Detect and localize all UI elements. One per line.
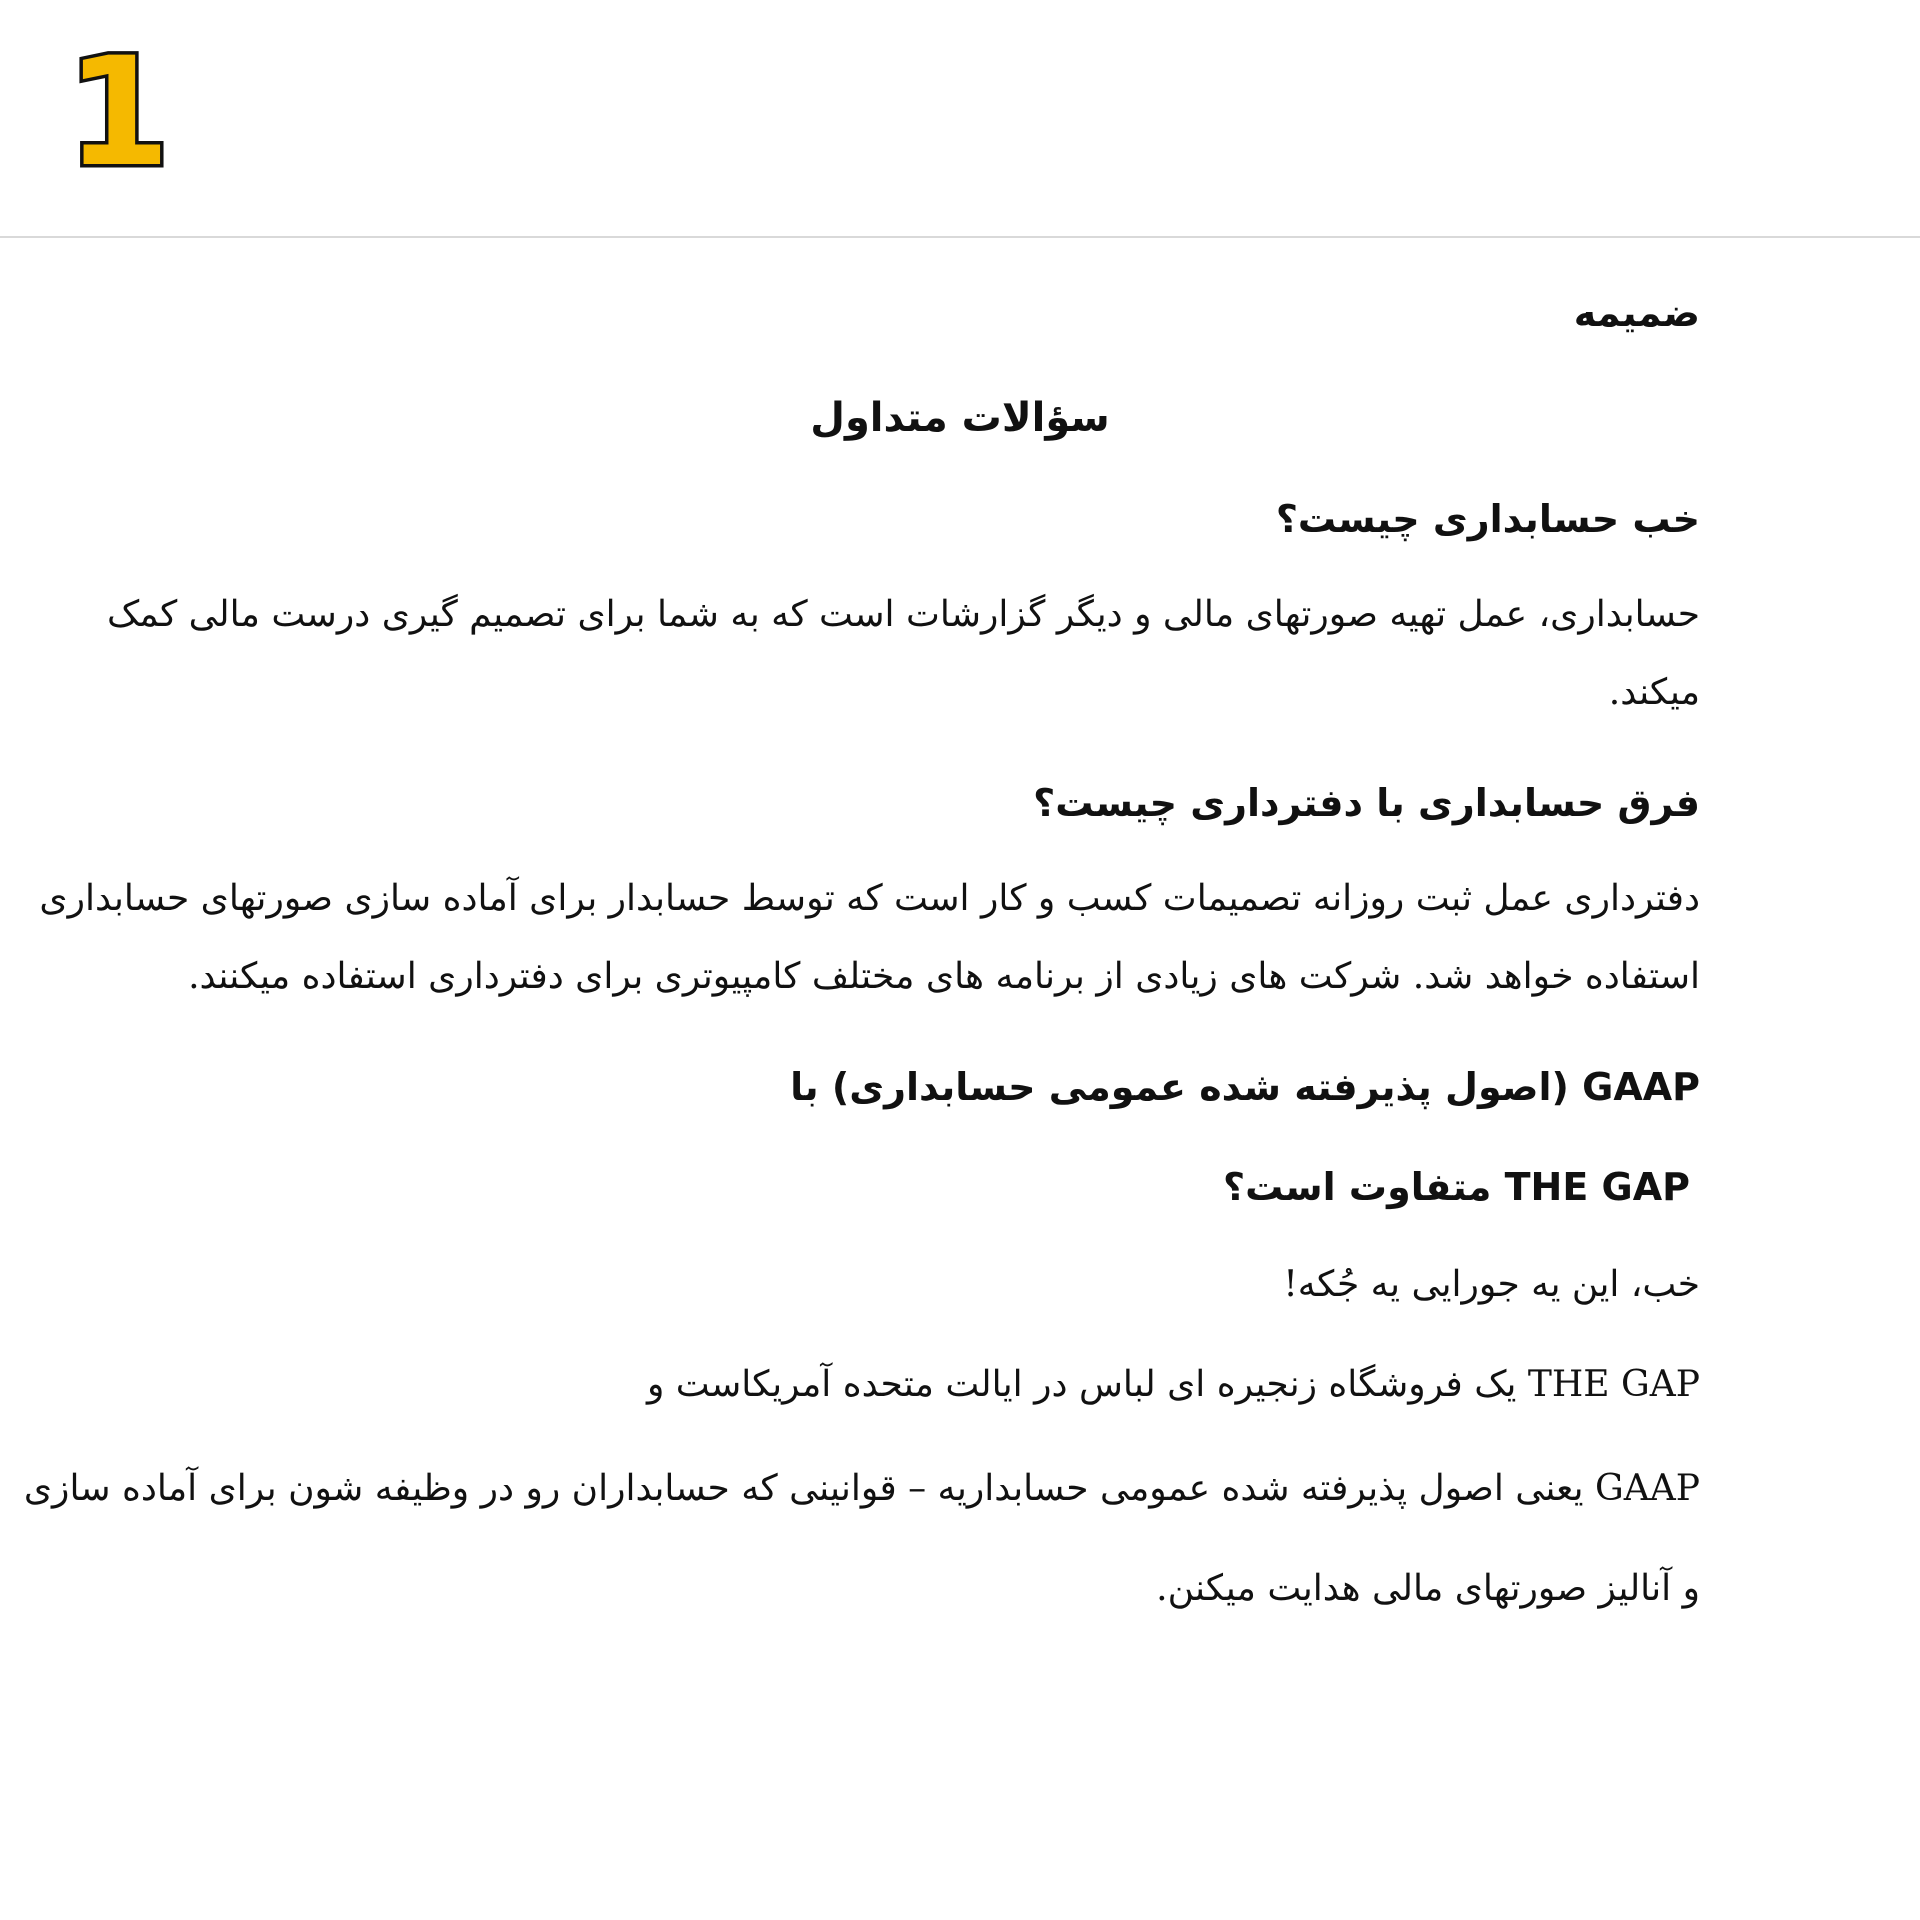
appendix-label: ضمیمه: [1573, 291, 1700, 335]
answer-1-line-2: میکند.: [1608, 672, 1700, 713]
page-number: 1: [66, 26, 171, 200]
question-2: فرق حسابداری با دفترداری چیست؟: [1033, 781, 1700, 825]
answer-3-line-2: THE GAP یک فروشگاه زنجیره ای لباس در ایالت متحده آمریکاست و: [646, 1364, 1700, 1405]
question-1: خب حسابداری چیست؟: [1275, 497, 1700, 541]
answer-3-line-1: خب، این یه جورایی یه جُکه!: [1283, 1264, 1700, 1305]
answer-1-line-1: حسابداری، عمل تهیه صورتهای مالی و دیگر گزارشات است که به شما برای تصمیم گیری درست مالی کمک: [107, 594, 1700, 635]
answer-3-line-4: و آنالیز صورتهای مالی هدایت میکنن.: [1156, 1568, 1700, 1609]
page-header: [0, 0, 1920, 238]
question-3-line-2: THE GAP متفاوت است؟: [1223, 1165, 1690, 1209]
answer-3-line-3: GAAP یعنی اصول پذیرفته شده عمومی حسابداریه – قوانینی که حسابداران رو در وظیفه شون برای آماده سازی: [23, 1468, 1700, 1509]
question-3-line-1: GAAP (اصول پذیرفته شده عمومی حسابداری) با: [790, 1065, 1700, 1109]
answer-2-line-1: دفترداری عمل ثبت روزانه تصمیمات کسب و کار است که توسط حسابدار برای آماده سازی صورتهای حسابداری: [39, 878, 1700, 919]
answer-2-line-2: استفاده خواهد شد. شرکت های زیادی از برنامه های مختلف کامپیوتری برای دفترداری استفاده میکنند.: [188, 956, 1700, 997]
document-body: [0, 238, 1920, 1920]
page-title: سؤالات متداول: [810, 395, 1110, 441]
